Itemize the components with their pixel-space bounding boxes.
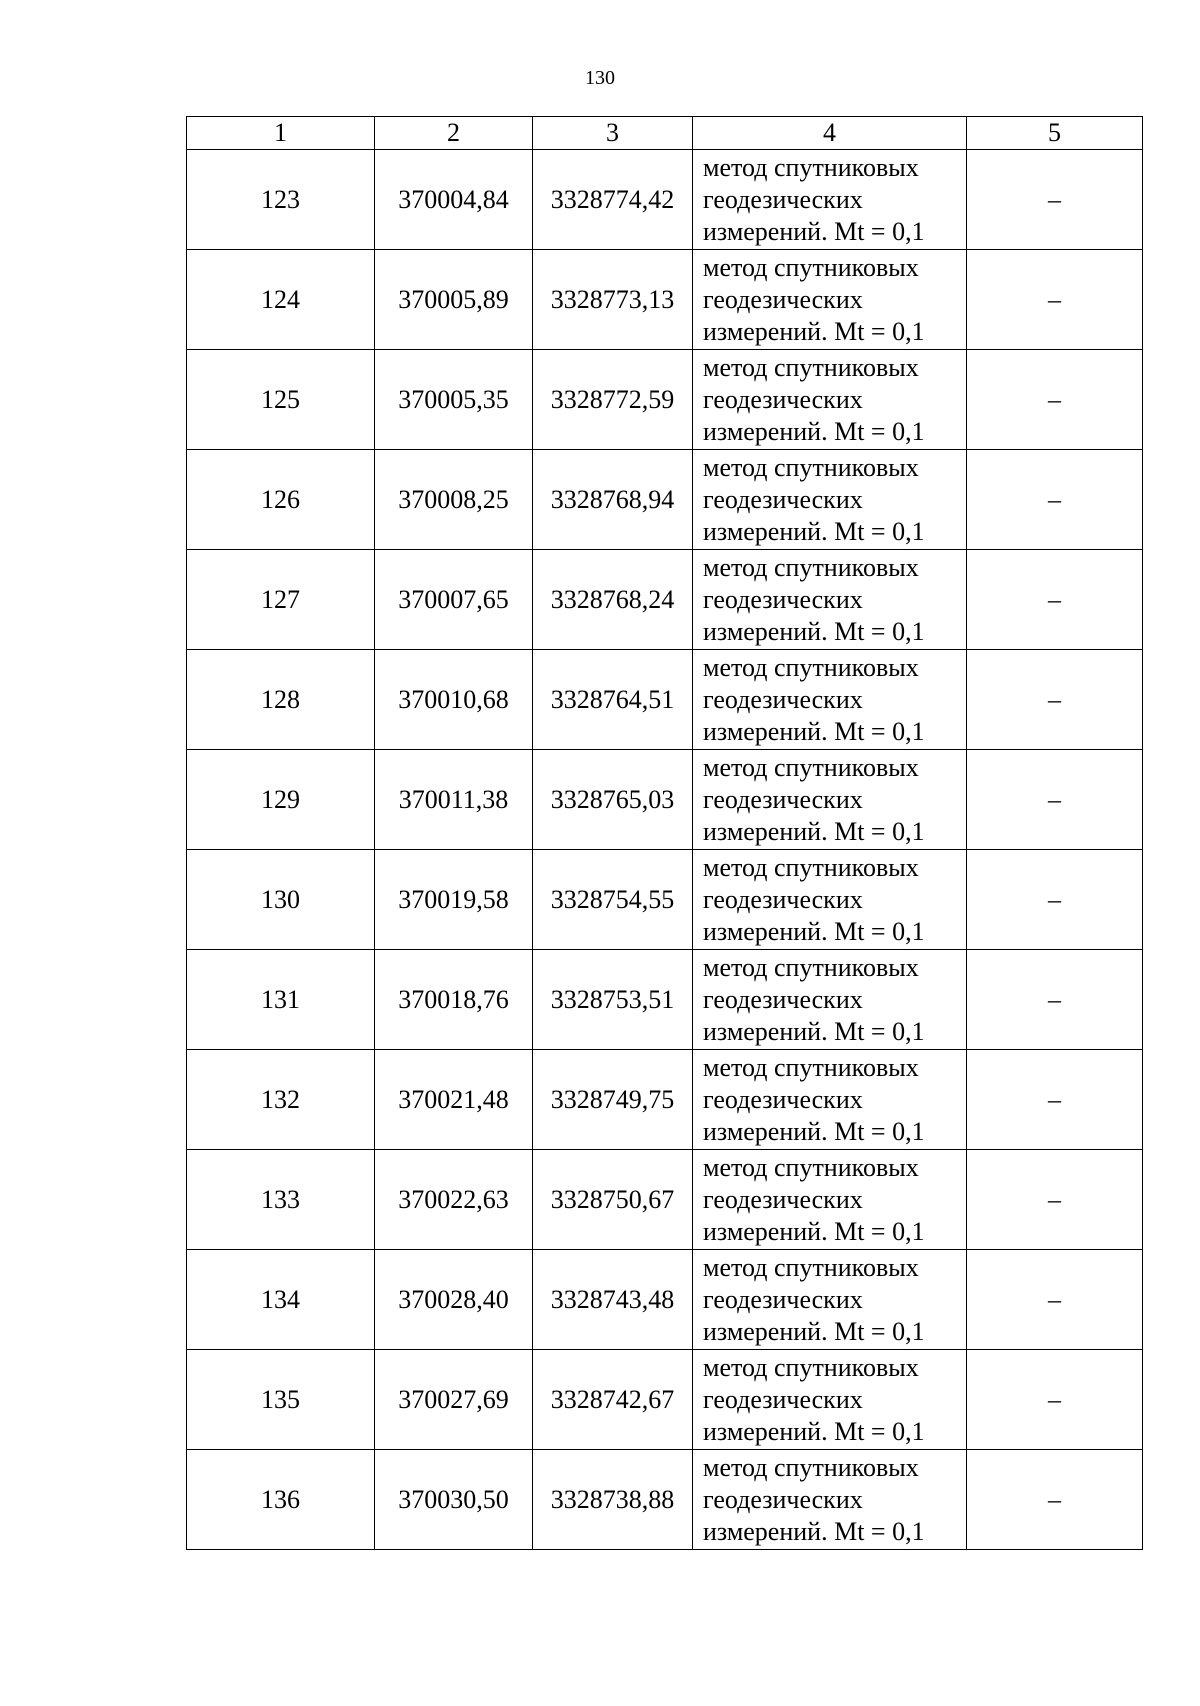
method-line: метод спутниковых	[703, 252, 919, 282]
method-line: геодезических	[703, 384, 863, 414]
y-coordinate-cell	[533, 450, 693, 550]
y-coordinate-cell-value: 3328773,13	[550, 284, 675, 314]
remark-cell-value: –	[1048, 384, 1061, 414]
method-cell	[693, 150, 967, 250]
method-cell	[693, 850, 967, 950]
point-number-cell	[187, 650, 375, 750]
remark-cell-value: –	[1048, 984, 1061, 1014]
y-coordinate-cell-value: 3328768,94	[550, 484, 675, 514]
remark-cell-value: –	[1048, 684, 1061, 714]
method-line: измерений. Mt = 0,1	[703, 616, 925, 646]
x-coordinate-cell	[375, 550, 533, 650]
point-number-cell	[187, 550, 375, 650]
method-cell	[693, 450, 967, 550]
method-cell	[693, 250, 967, 350]
method-cell	[693, 1050, 967, 1150]
y-coordinate-cell-value: 3328764,51	[550, 684, 675, 714]
remark-cell-value: –	[1048, 1384, 1061, 1414]
remark-cell	[967, 1450, 1143, 1550]
page-number: 130	[585, 67, 615, 89]
point-number-cell-value: 135	[261, 1384, 300, 1414]
method-line: метод спутниковых	[703, 1252, 919, 1282]
method-line: измерений. Mt = 0,1	[703, 516, 925, 546]
method-line: метод спутниковых	[703, 552, 919, 582]
remark-cell	[967, 850, 1143, 950]
column-header-4: 4	[693, 117, 967, 150]
point-number-cell	[187, 750, 375, 850]
table-row	[187, 750, 1143, 850]
remark-cell	[967, 250, 1143, 350]
method-line: метод спутниковых	[703, 352, 919, 382]
point-number-cell	[187, 1450, 375, 1550]
column-header-2: 2	[375, 117, 533, 150]
x-coordinate-cell	[375, 250, 533, 350]
remark-cell	[967, 450, 1143, 550]
table-row	[187, 650, 1143, 750]
y-coordinate-cell	[533, 1450, 693, 1550]
method-line: измерений. Mt = 0,1	[703, 716, 925, 746]
point-number-cell-value: 136	[261, 1484, 300, 1514]
method-line: измерений. Mt = 0,1	[703, 1216, 925, 1246]
point-number-cell-value: 128	[261, 684, 300, 714]
remark-cell-value: –	[1048, 1084, 1061, 1114]
point-number-cell	[187, 950, 375, 1050]
remark-cell-value: –	[1048, 884, 1061, 914]
x-coordinate-cell	[375, 650, 533, 750]
x-coordinate-cell	[375, 1150, 533, 1250]
method-line: геодезических	[703, 1084, 863, 1114]
point-number-cell-value: 123	[261, 184, 300, 214]
method-cell	[693, 950, 967, 1050]
remark-cell	[967, 150, 1143, 250]
table-row	[187, 150, 1143, 250]
x-coordinate-cell-value: 370030,50	[398, 1484, 509, 1514]
point-number-cell-value: 130	[261, 884, 300, 914]
table-row	[187, 1050, 1143, 1150]
point-number-cell	[187, 150, 375, 250]
header-row	[187, 117, 1143, 150]
method-line: геодезических	[703, 184, 863, 214]
table-row	[187, 1250, 1143, 1350]
x-coordinate-cell-value: 370010,68	[398, 684, 509, 714]
point-number-cell	[187, 250, 375, 350]
y-coordinate-cell	[533, 850, 693, 950]
x-coordinate-cell	[375, 1250, 533, 1350]
table-row	[187, 450, 1143, 550]
x-coordinate-cell	[375, 950, 533, 1050]
x-coordinate-cell	[375, 850, 533, 950]
method-line: геодезических	[703, 984, 863, 1014]
y-coordinate-cell	[533, 650, 693, 750]
method-line: геодезических	[703, 1384, 863, 1414]
method-line: геодезических	[703, 1484, 863, 1514]
point-number-cell	[187, 350, 375, 450]
method-line: геодезических	[703, 784, 863, 814]
point-number-cell-value: 129	[261, 784, 300, 814]
point-number-cell-value: 126	[261, 484, 300, 514]
point-number-cell-value: 132	[261, 1084, 300, 1114]
remark-cell-value: –	[1048, 1484, 1061, 1514]
remark-cell-value: –	[1048, 1284, 1061, 1314]
y-coordinate-cell-value: 3328749,75	[550, 1084, 675, 1114]
remark-cell	[967, 950, 1143, 1050]
remark-cell	[967, 1350, 1143, 1450]
method-line: измерений. Mt = 0,1	[703, 316, 925, 346]
remark-cell	[967, 350, 1143, 450]
table-body	[187, 150, 1143, 1550]
method-line: метод спутниковых	[703, 1152, 919, 1182]
remark-cell-value: –	[1048, 584, 1061, 614]
method-line: измерений. Mt = 0,1	[703, 416, 925, 446]
method-line: метод спутниковых	[703, 1452, 919, 1482]
x-coordinate-cell	[375, 150, 533, 250]
remark-cell	[967, 550, 1143, 650]
y-coordinate-cell	[533, 950, 693, 1050]
point-number-cell-value: 131	[261, 984, 300, 1014]
x-coordinate-cell-value: 370027,69	[398, 1384, 509, 1414]
remark-cell	[967, 1250, 1143, 1350]
method-line: метод спутниковых	[703, 652, 919, 682]
y-coordinate-cell-value: 3328754,55	[550, 884, 675, 914]
x-coordinate-cell-value: 370008,25	[398, 484, 509, 514]
y-coordinate-cell-value: 3328743,48	[550, 1284, 675, 1314]
x-coordinate-cell-value: 370021,48	[398, 1084, 509, 1114]
column-header-1: 1	[187, 117, 375, 150]
method-line: геодезических	[703, 484, 863, 514]
y-coordinate-cell	[533, 1050, 693, 1150]
x-coordinate-cell-value: 370004,84	[398, 184, 509, 214]
y-coordinate-cell	[533, 1350, 693, 1450]
y-coordinate-cell-value: 3328738,88	[550, 1484, 675, 1514]
method-line: измерений. Mt = 0,1	[703, 916, 925, 946]
method-line: метод спутниковых	[703, 852, 919, 882]
method-cell	[693, 550, 967, 650]
y-coordinate-cell	[533, 750, 693, 850]
point-number-cell-value: 133	[261, 1184, 300, 1214]
remark-cell-value: –	[1048, 284, 1061, 314]
coordinates-table	[186, 116, 1143, 1550]
x-coordinate-cell-value: 370011,38	[398, 784, 509, 814]
remark-cell	[967, 1050, 1143, 1150]
method-line: геодезических	[703, 884, 863, 914]
method-line: измерений. Mt = 0,1	[703, 216, 925, 246]
x-coordinate-cell-value: 370019,58	[398, 884, 509, 914]
y-coordinate-cell	[533, 1250, 693, 1350]
y-coordinate-cell-value: 3328750,67	[550, 1184, 675, 1214]
remark-cell-value: –	[1048, 484, 1061, 514]
point-number-cell	[187, 1250, 375, 1350]
method-cell	[693, 350, 967, 450]
method-line: метод спутниковых	[703, 1052, 919, 1082]
method-line: геодезических	[703, 1184, 863, 1214]
x-coordinate-cell	[375, 1050, 533, 1150]
y-coordinate-cell-value: 3328768,24	[550, 584, 675, 614]
method-cell	[693, 1150, 967, 1250]
y-coordinate-cell-value: 3328742,67	[550, 1384, 675, 1414]
table-row	[187, 1450, 1143, 1550]
method-line: геодезических	[703, 584, 863, 614]
table-row	[187, 550, 1143, 650]
method-line: метод спутниковых	[703, 752, 919, 782]
x-coordinate-cell-value: 370018,76	[398, 984, 509, 1014]
y-coordinate-cell-value: 3328772,59	[550, 384, 675, 414]
remark-cell	[967, 650, 1143, 750]
point-number-cell	[187, 850, 375, 950]
x-coordinate-cell	[375, 1450, 533, 1550]
method-line: метод спутниковых	[703, 452, 919, 482]
method-line: измерений. Mt = 0,1	[703, 1516, 925, 1546]
column-header-5: 5	[967, 117, 1143, 150]
remark-cell-value: –	[1048, 184, 1061, 214]
point-number-cell-value: 127	[261, 584, 300, 614]
method-line: измерений. Mt = 0,1	[703, 1116, 925, 1146]
y-coordinate-cell	[533, 1150, 693, 1250]
remark-cell-value: –	[1048, 1184, 1061, 1214]
point-number-cell-value: 134	[261, 1284, 300, 1314]
point-number-cell-value: 124	[261, 284, 300, 314]
method-cell	[693, 1450, 967, 1550]
y-coordinate-cell-value: 3328774,42	[550, 184, 675, 214]
x-coordinate-cell-value: 370007,65	[398, 584, 509, 614]
y-coordinate-cell-value: 3328765,03	[550, 784, 675, 814]
remark-cell	[967, 750, 1143, 850]
method-line: метод спутниковых	[703, 152, 919, 182]
x-coordinate-cell	[375, 750, 533, 850]
y-coordinate-cell-value: 3328753,51	[550, 984, 675, 1014]
point-number-cell	[187, 450, 375, 550]
table-row	[187, 1350, 1143, 1450]
point-number-cell	[187, 1150, 375, 1250]
column-header-3: 3	[533, 117, 693, 150]
point-number-cell	[187, 1350, 375, 1450]
y-coordinate-cell	[533, 250, 693, 350]
x-coordinate-cell	[375, 350, 533, 450]
method-line: измерений. Mt = 0,1	[703, 816, 925, 846]
method-line: геодезических	[703, 684, 863, 714]
method-line: геодезических	[703, 1284, 863, 1314]
method-line: метод спутниковых	[703, 952, 919, 982]
x-coordinate-cell-value: 370028,40	[398, 1284, 509, 1314]
method-line: измерений. Mt = 0,1	[703, 1416, 925, 1446]
method-cell	[693, 1350, 967, 1450]
point-number-cell	[187, 1050, 375, 1150]
x-coordinate-cell-value: 370005,89	[398, 284, 509, 314]
method-cell	[693, 1250, 967, 1350]
table-row	[187, 950, 1143, 1050]
x-coordinate-cell	[375, 1350, 533, 1450]
remark-cell-value: –	[1048, 784, 1061, 814]
method-cell	[693, 650, 967, 750]
x-coordinate-cell	[375, 450, 533, 550]
method-line: измерений. Mt = 0,1	[703, 1316, 925, 1346]
method-cell	[693, 750, 967, 850]
y-coordinate-cell	[533, 150, 693, 250]
x-coordinate-cell-value: 370022,63	[398, 1184, 509, 1214]
method-line: геодезических	[703, 284, 863, 314]
method-line: метод спутниковых	[703, 1352, 919, 1382]
remark-cell	[967, 1150, 1143, 1250]
y-coordinate-cell	[533, 350, 693, 450]
table-row	[187, 350, 1143, 450]
table-row	[187, 250, 1143, 350]
method-line: измерений. Mt = 0,1	[703, 1016, 925, 1046]
table-row	[187, 850, 1143, 950]
table-row	[187, 1150, 1143, 1250]
y-coordinate-cell	[533, 550, 693, 650]
x-coordinate-cell-value: 370005,35	[398, 384, 509, 414]
point-number-cell-value: 125	[261, 384, 300, 414]
